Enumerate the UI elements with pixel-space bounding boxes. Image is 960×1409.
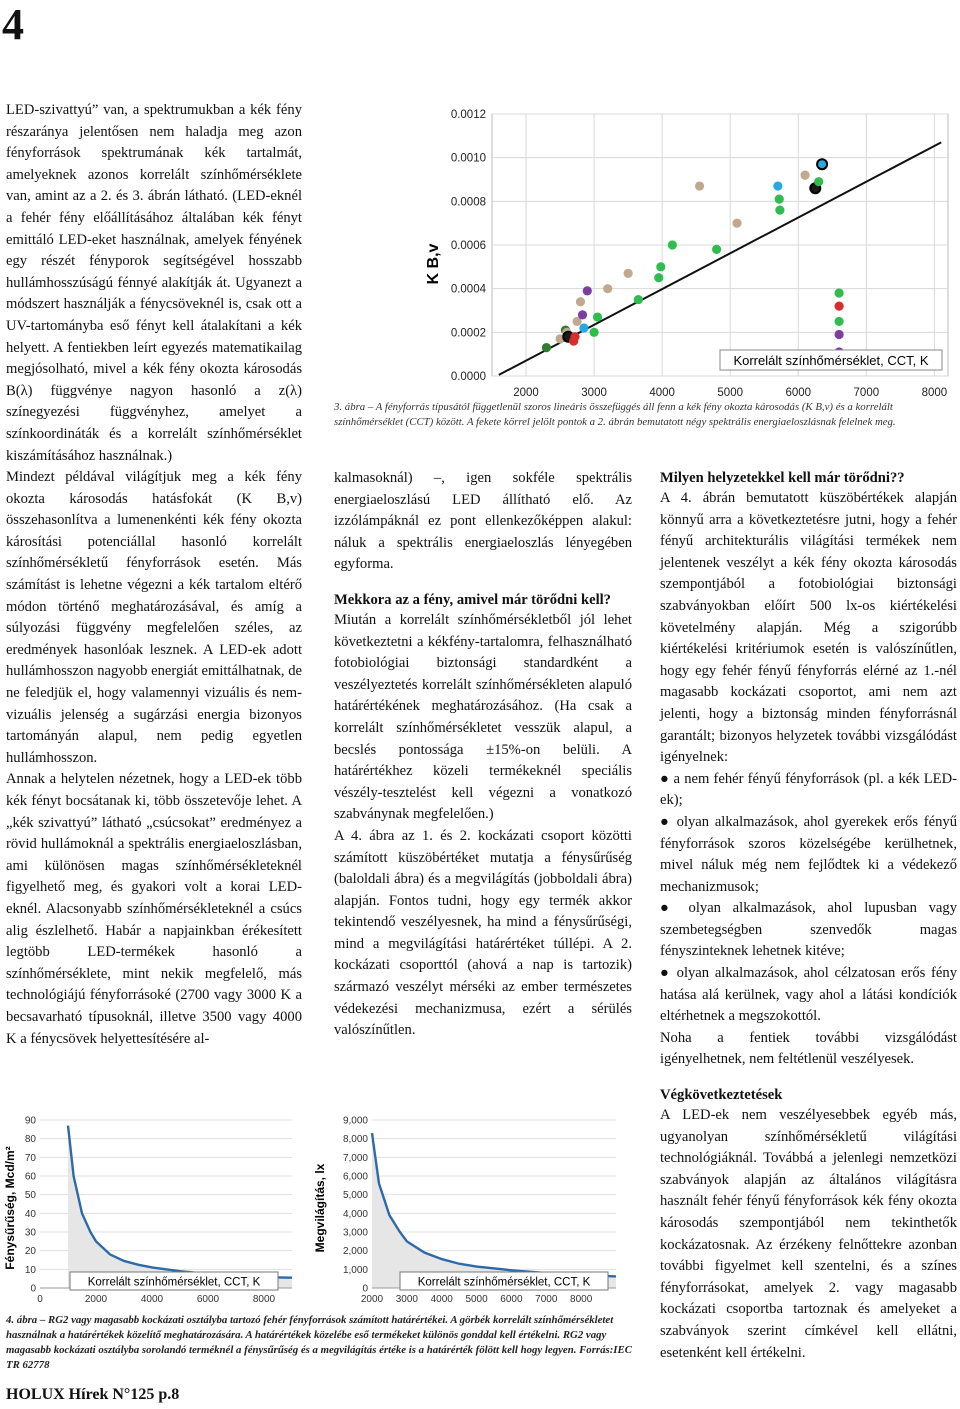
x-tick-label: 8000 bbox=[921, 387, 948, 399]
y-tick-label: 9,000 bbox=[342, 1115, 368, 1127]
x-tick-label: 6000 bbox=[196, 1294, 220, 1305]
data-point bbox=[773, 181, 782, 190]
data-point bbox=[593, 312, 602, 321]
x-tick-label: 4000 bbox=[140, 1294, 164, 1305]
data-point bbox=[814, 177, 823, 186]
x-tick-label: 3000 bbox=[395, 1294, 418, 1305]
y-tick-label: 1,000 bbox=[342, 1264, 368, 1276]
data-point bbox=[835, 302, 844, 311]
x-tick-label: 8000 bbox=[252, 1294, 276, 1305]
col2-heading: Mekkora az a fény, amivel már törődni kell? bbox=[334, 591, 611, 608]
col1-paragraph: Annak a helytelen nézetnek, hogy a LED-ek több kék fényt bocsátanak ki, több összetevője lehet. A „kék szivattyú” látható „csúcsokat” eredményez a rövid hullámoknál a spektrális energiaeloszlásban, ami különösen magas színhőmérsékleteknél figyelhető meg, és gyakori volt a korai LED-eknél. Alacsonyabb színhőmérsékleteknél a csúcs alig észlelhető. Habár a napjainkban érékesített legtöbb LED-termékek hasonló a színhőmérséklete, mint nekik megfelelő, más technológiájú fényforrásoké (2700 vagy 3000 K a becsavarható típusoknál, illetve 3500 vagy 4000 K a fénycsövek helyettesítésére al- bbox=[6, 771, 302, 1047]
y-tick-label: 7,000 bbox=[342, 1152, 368, 1164]
figure4-luminance-chart bbox=[0, 1112, 300, 1312]
y-tick-label: 70 bbox=[24, 1152, 36, 1164]
col1-paragraph: Mindezt példával világítjuk meg a kék fény okozta károsodás hatásfokát (K B,v) összehasonlítva a lumenenkénti kék fény okozta károsítási potenciállal hasonló korrelált színhőmérsékletű fényforrások esetén. Más számítást is lehetne végezni a kék tartalom eltérő módon történő meghatározásával, és amíg a súlyozási függvény megfelelően széles, az eredmények hasonlóak lesznek. A LED-ek adott hullámhosszon nagyobb energiát emittálhatnak, de ne feledjük el, hogy valamennyi vizuális és nem-vizuális jelenség a sugárzási energia bizonyos tartományán alapul, nem pedig egyetlen hullámhosszon. bbox=[6, 469, 302, 766]
data-point bbox=[835, 317, 844, 326]
y-tick-label: 0.0012 bbox=[450, 109, 486, 121]
x-tick-label: 4000 bbox=[649, 387, 675, 399]
figure4-caption: 4. ábra – RG2 vagy magasabb kockázati osztályba tartozó fehér fényforrások számított határértékei. A görbék korrelált színhőmérsékletet használnak a határértékek közelítő meghatározására. A határértékek közelébe eső termékeket különös gonddal kell értékelni. RG2 vagy magasabb kockázati osztályba sorolandó terméknél a fénysűrűség és a megvilágítás értéke is a határérték fölött kell hogy legyen. Forrás:IEC TR 62778 bbox=[6, 1314, 632, 1371]
data-point bbox=[775, 195, 784, 204]
col3-paragraph: A LED-ek nem veszélyesebbek egyéb más, ugyanolyan színhőmérsékletű világítási technológiáknál. Továbbá a jelenlegi nemzetközi szabványok alapján az általános világításra használt fehér fényű fényforrások kék fény okozta károsodás szempontjából nem tekinthetők kockázatosnak. Az érzékeny felnőttekre azonban további figyelmet kell szentelni, és a színes fényforrásokat, amelyek 2. vagy magasabb kockázati csoportba tartoznak és amelyeket a szabványok szerint címkével kell ellátni, esetenként kell értékelni. bbox=[660, 1107, 957, 1361]
x-tick-label: 3000 bbox=[581, 387, 607, 399]
x-axis-label: Korrelált színhőmérséklet, CCT, K bbox=[733, 353, 929, 368]
bullet-item: ● a nem fehér fényű fényforrások (pl. a kék LED-ek); bbox=[660, 770, 957, 809]
data-point bbox=[578, 310, 587, 319]
data-point bbox=[576, 297, 585, 306]
page-number: 4 bbox=[2, 0, 24, 49]
y-tick-label: 0 bbox=[30, 1283, 36, 1295]
col2-paragraph: Miután a korrelált színhőmérsékletből jól lehet következtetni a kékfény-tartalomra, felhasználható fotobiológiai biztonsági standardként a veszélyeztetés korrelált színhőmérsékleten alapuló határértékének meghatározásához. (Ha csak a korrelált színhőmérsékletet vesszük alapul, a becslés pontossága ±15%-on belüli. A határértékhez közeli termékeknél speciális vészély-tesztelést kell végezni a vonatkozó szabványnak megfelelően.) bbox=[334, 611, 632, 823]
data-point bbox=[695, 181, 704, 190]
data-point bbox=[732, 219, 741, 228]
data-point bbox=[634, 295, 643, 304]
data-point bbox=[624, 269, 633, 278]
x-axis-label: Korrelált színhőmérséklet, CCT, K bbox=[87, 1276, 261, 1289]
data-point bbox=[583, 286, 592, 295]
y-tick-label: 6,000 bbox=[342, 1171, 368, 1183]
bullet-item: ● olyan alkalmazások, ahol lupusban vagy szembetegségben szenvedők magas fényszinteknek lehetnek kitéve; bbox=[660, 900, 957, 960]
x-tick-label: 8000 bbox=[570, 1294, 593, 1305]
x-tick-label: 6000 bbox=[785, 387, 812, 399]
data-point bbox=[835, 288, 844, 297]
y-tick-label: 30 bbox=[24, 1227, 36, 1239]
x-tick-label: 7000 bbox=[853, 387, 880, 399]
y-tick-label: 8,000 bbox=[342, 1134, 368, 1146]
x-tick-label: 4000 bbox=[430, 1294, 453, 1305]
col3-paragraph: Noha a fentiek további vizsgálódást igényelhetnek, nem feltétlenül veszélyesek. bbox=[660, 1029, 957, 1068]
x-tick-label: 5000 bbox=[717, 387, 744, 399]
col3-heading-situations: Milyen helyzetekkel kell már törődni?? bbox=[660, 470, 905, 486]
x-tick-label: 5000 bbox=[465, 1294, 488, 1305]
y-axis-label: Megvilágítás, lx bbox=[313, 1163, 327, 1253]
y-tick-label: 3,000 bbox=[342, 1227, 368, 1239]
y-tick-label: 80 bbox=[24, 1134, 36, 1146]
col2-paragraph: A 4. ábra az 1. és 2. kockázati csoport közötti számított küszöbértéket mutatja a fénysűrűség (baloldali ábra) és a megvilágítás (jobboldali ábra) alapján. Fontos tudni, hogy egy termék akkor tekintendő veszélyesnek, ha mind a fénysűrűségi, mind a megvilágítási határértéket túllépi. A 2. kockázati csoporttól (ahová a nap is tartozik) származó veszélyt mérséki az ember természetes védekezési mechanizmusa, ezért a sérülés valószínűtlen. bbox=[334, 827, 632, 1039]
y-tick-label: 50 bbox=[24, 1190, 36, 1202]
page-footer: HOLUX Hírek N°125 p.8 bbox=[6, 1386, 180, 1403]
y-tick-label: 10 bbox=[24, 1264, 36, 1276]
y-tick-label: 20 bbox=[24, 1246, 36, 1258]
data-point bbox=[603, 284, 612, 293]
y-tick-label: 5,000 bbox=[342, 1190, 368, 1202]
data-point bbox=[570, 332, 579, 341]
x-axis-label: Korrelált színhőmérséklet, CCT, K bbox=[417, 1276, 591, 1289]
bullet-item: ● olyan alkalmazások, ahol célzatosan erős fény hatása alá kerülnek, vagy ahol a látási kondíciók eltérhetnek a megszokottól. bbox=[660, 965, 957, 1025]
data-point bbox=[817, 159, 827, 169]
y-tick-label: 0.0008 bbox=[450, 196, 486, 209]
y-tick-label: 4,000 bbox=[342, 1208, 368, 1220]
x-tick-label: 0 bbox=[37, 1294, 43, 1305]
x-tick-label: 2000 bbox=[84, 1294, 108, 1305]
y-tick-label: 2,000 bbox=[342, 1246, 368, 1258]
threshold-area bbox=[68, 1126, 292, 1288]
y-tick-label: 60 bbox=[24, 1171, 36, 1183]
data-point bbox=[542, 343, 551, 352]
figure3-caption: 3. ábra – A fényforrás típusától függetlenül szoros lineáris összefüggés áll fenn a kék fény okozta károsodás (K B,v) és a korrelált színhőmérséklet (CCT) között. A fekete körrel jelölt pontok a 2. ábrán bemutatott négy spektrális energiaeloszlásnak felelnek meg. bbox=[334, 401, 896, 428]
col3-paragraph: A 4. ábrán bemutatott küszöbértékek alapján könnyű arra a következtetésre jutni, hogy a fehér fényű architekturális világítási termékek nem jelentenek veszélyt a kék fény okozta károsodás szempontjából a fotobiológiai biztonsági szabványokban előírt 500 lx-os kiértékelési követelmény alapján. Még a szigorúbb kiértékelési kritériumok esetén is valószínűtlen, hogy egy fehér fényű fényforrás elérné az 1.-nél magasabb kockázati csoportot, ami nem azt jelenti, hogy a biztonság minden fényforrásnál garantált; bizonyos helyzetek további vizsgálódást igényelnek: bbox=[660, 490, 957, 766]
y-tick-label: 0 bbox=[362, 1283, 368, 1295]
figure3-scatter-chart bbox=[420, 100, 960, 405]
data-point bbox=[654, 273, 663, 282]
y-tick-label: 90 bbox=[24, 1115, 36, 1127]
x-tick-label: 7000 bbox=[535, 1294, 558, 1305]
x-tick-label: 6000 bbox=[500, 1294, 523, 1305]
column-2 bbox=[334, 468, 632, 1042]
col1-paragraph: LED-szivattyú” van, a spektrumukban a kék fény részaránya jelentősen nem haladja meg azon fényforrások spektrumának kék tartalmát, amelyeknek azonos korrelált színhőmérséklete van, amint az a 2. és 3. ábrán látható. (LED-eknél a fehér fény előállításához általában kék fényt emittáló LED-eket használnak, amelyek fényének egy részét fényporok segítségével hosszabb hullámhosszúságú fénnyé alakítják át. Ugyanezt a módszert használják a fénycsöveknél is, csak ott a UV-tartományba eső fényt kell átalakítani a kék helyett. A fentiekben leírt egyezés matematikailag megjósolható, mivel a kék fény okozta károsodás B(λ) függvénye nagyon hasonló a z(λ) színegyezési függvényhez, amelyet a színkoordináták és a korrelált színhőmérséklet kiszámításához használnak.) bbox=[6, 102, 302, 464]
column-3 bbox=[660, 468, 957, 1364]
y-tick-label: 0.0010 bbox=[450, 152, 486, 165]
column-1 bbox=[6, 100, 302, 1050]
data-point bbox=[835, 330, 844, 339]
x-tick-label: 2000 bbox=[513, 387, 539, 399]
data-point bbox=[579, 323, 588, 332]
y-tick-label: 0.0004 bbox=[450, 283, 486, 296]
figure4-illuminance-chart bbox=[310, 1112, 620, 1312]
data-point bbox=[656, 262, 665, 271]
data-point bbox=[800, 171, 809, 180]
data-point bbox=[775, 205, 784, 214]
col2-intro: kalmasoknál) –, igen sokféle spektrális energiaeloszlású LED állítható elő. Az izzólámpáknál ez pont ellenkezőképpen alakul: náluk a spektrális energiaeloszlás lényegében egyforma. bbox=[334, 470, 632, 573]
y-axis-label: Fénysűrűség, Mcd/m² bbox=[3, 1146, 17, 1270]
bullet-item: ● olyan alkalmazások, ahol gyerekek erős fényű fényforrások szoros közelségébe kerülhetnek, mivel náluk még nem fejlődtek ki a védekező mechanizmusok; bbox=[660, 813, 957, 895]
y-tick-label: 0.0006 bbox=[450, 240, 486, 252]
y-tick-label: 0.0000 bbox=[450, 371, 486, 383]
y-tick-label: 40 bbox=[24, 1208, 36, 1220]
y-axis-label: K B,v bbox=[425, 243, 442, 285]
threshold-area bbox=[372, 1133, 616, 1288]
data-point bbox=[712, 245, 721, 254]
data-point bbox=[589, 328, 598, 337]
col3-heading-conclusions: Végkövetkeztetések bbox=[660, 1087, 783, 1104]
x-tick-label: 2000 bbox=[360, 1294, 384, 1305]
data-point bbox=[668, 240, 677, 249]
y-tick-label: 0.0002 bbox=[450, 327, 486, 340]
